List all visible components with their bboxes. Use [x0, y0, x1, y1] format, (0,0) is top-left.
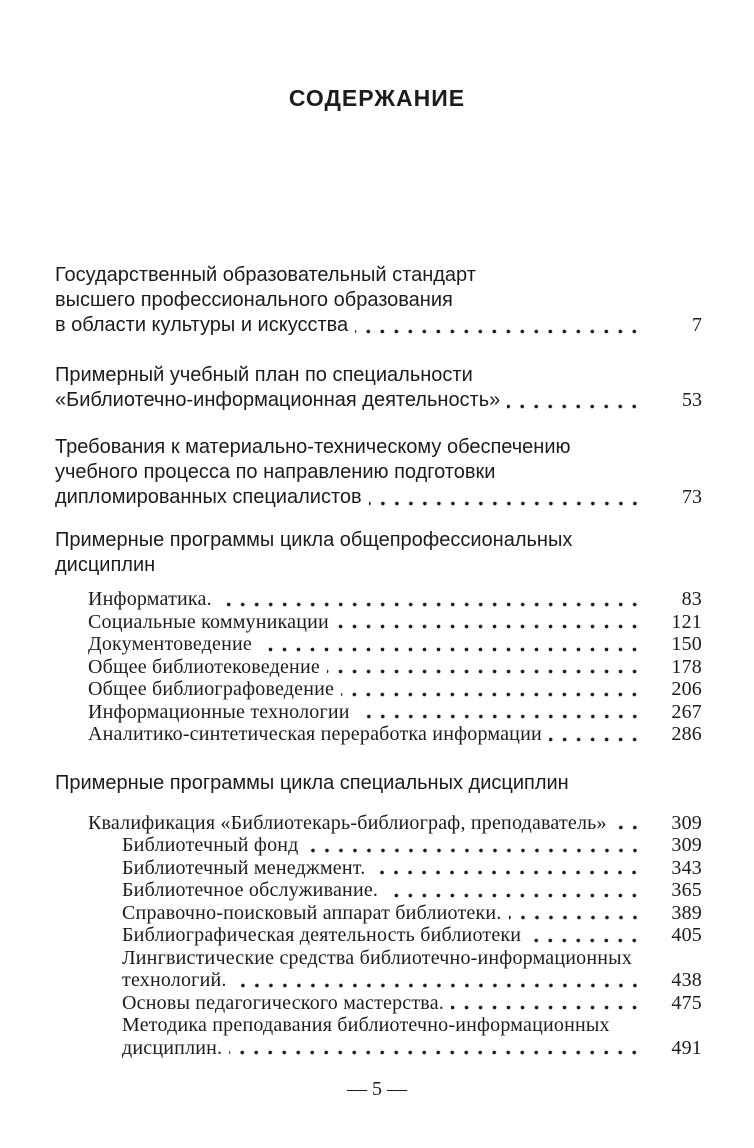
toc-entry-line: Требования к материально-техническому обеспечению	[55, 436, 571, 458]
page-number: 178	[671, 655, 702, 678]
toc-entry	[122, 1014, 702, 1059]
toc-entry	[122, 879, 702, 902]
toc-entry	[122, 857, 702, 880]
dot-leader	[451, 1005, 646, 1010]
page-number: 73	[682, 486, 702, 508]
toc-entry-line: Социальные коммуникации	[88, 610, 329, 633]
page-number: 206	[671, 678, 702, 700]
page-number: 53	[682, 389, 702, 411]
toc-entry	[55, 263, 702, 338]
toc-entry-line: технологий.	[122, 969, 227, 991]
dot-leader	[509, 915, 646, 920]
dot-leader	[385, 893, 646, 898]
toc-entry-line: дисциплин.	[122, 1036, 223, 1059]
page-number: 405	[671, 924, 702, 946]
toc-entry	[88, 701, 702, 724]
toc-entry	[88, 656, 702, 679]
section-heading	[55, 528, 702, 578]
footer-page-number: — 5 —	[347, 1078, 407, 1100]
toc-entry-line: Информатика.	[88, 588, 212, 610]
toc-entry	[122, 834, 702, 857]
table-of-contents	[0, 263, 754, 1059]
toc-entry-line: «Библиотечно-информационная деятельность»	[55, 389, 501, 411]
toc-entry	[88, 633, 702, 656]
page-number: 309	[671, 811, 702, 834]
toc-entry-line: Библиотечный фонд	[122, 834, 299, 856]
dot-leader	[219, 602, 646, 607]
toc-entry	[88, 812, 702, 835]
page-number: 365	[671, 879, 702, 901]
page-number: 389	[671, 901, 702, 924]
toc-entry-line: Аналитико-синтетическая переработка информации	[88, 723, 542, 745]
page-number: 286	[671, 723, 702, 745]
dot-leader	[507, 404, 646, 409]
toc-entry-line: Основы педагогического мастерства.	[122, 991, 444, 1014]
toc-entry-line: Справочно-поисковый аппарат библиотеки.	[122, 901, 502, 924]
dot-leader	[234, 983, 646, 988]
toc-entry-line: Библиотечное обслуживание.	[122, 879, 379, 901]
toc-entry-line: Лингвистические средства библиотечно-информационных	[122, 946, 633, 969]
page-number: 309	[671, 834, 702, 856]
dot-leader	[341, 692, 646, 697]
toc-entry	[122, 902, 702, 925]
dot-leader	[259, 647, 646, 652]
toc-entry	[88, 588, 702, 611]
toc-entry-line: высшего профессионального образования	[55, 289, 453, 311]
toc-entry	[55, 435, 702, 510]
dot-leader	[327, 669, 646, 674]
toc-entry-line: Общее библиографоведение	[88, 678, 335, 700]
page-number: 491	[671, 1036, 702, 1059]
toc-entry-line: Квалификация «Библиотекарь-библиограф, преподаватель»	[88, 811, 607, 834]
dot-leader	[336, 624, 646, 629]
page-number: 83	[681, 588, 702, 610]
toc-entry	[122, 924, 702, 947]
dot-leader	[229, 1050, 646, 1055]
toc-entry-line: Методика преподавания библиотечно-информационных	[122, 1014, 610, 1036]
page-number: 475	[671, 991, 702, 1014]
toc-entry-line: Библиотечный менеджмент.	[122, 856, 366, 879]
section-heading	[55, 771, 702, 796]
toc-entry-line: Информационные технологии	[88, 700, 350, 723]
toc-entry-line: Документоведение	[88, 633, 253, 655]
page-number: 267	[671, 700, 702, 723]
toc-entry	[88, 723, 702, 746]
section-heading-line: Примерные программы цикла общепрофессиональных	[55, 529, 573, 551]
dot-leader	[369, 501, 646, 506]
page-title: СОДЕРЖАНИЕ	[288, 85, 466, 111]
page-number: 150	[671, 633, 702, 655]
page-number: 7	[692, 314, 702, 336]
toc-entry	[122, 947, 702, 992]
dot-leader	[306, 848, 646, 853]
dot-leader	[549, 737, 646, 742]
toc-entry-line: в области культуры и искусства	[55, 314, 349, 336]
toc-list	[55, 812, 702, 1060]
toc-entry-line: Общее библиотековедение	[88, 655, 320, 678]
page-number: 121	[671, 610, 702, 633]
toc-entry-line: учебного процесса по направлению подготовки	[55, 461, 496, 483]
dot-leader	[372, 870, 646, 875]
dot-leader	[357, 714, 646, 719]
toc-entry	[88, 678, 702, 701]
page-number: 343	[671, 856, 702, 879]
toc-entry	[122, 992, 702, 1015]
page-number: 438	[671, 969, 702, 991]
toc-list	[88, 588, 702, 746]
toc-entry	[55, 363, 702, 413]
dot-leader	[614, 825, 646, 830]
dot-leader	[355, 329, 646, 334]
toc-entry	[88, 611, 702, 634]
section-heading-line: Примерные программы цикла специальных дисциплин	[55, 771, 569, 794]
section-heading-line: дисциплин	[55, 554, 156, 576]
toc-entry-line: дипломированных специалистов	[55, 486, 362, 508]
toc-entry-line: Государственный образовательный стандарт	[55, 264, 476, 286]
toc-entry-line: Примерный учебный план по специальности	[55, 364, 473, 386]
dot-leader	[528, 938, 646, 943]
toc-entry-line: Библиографическая деятельность библиотеки	[122, 924, 522, 946]
